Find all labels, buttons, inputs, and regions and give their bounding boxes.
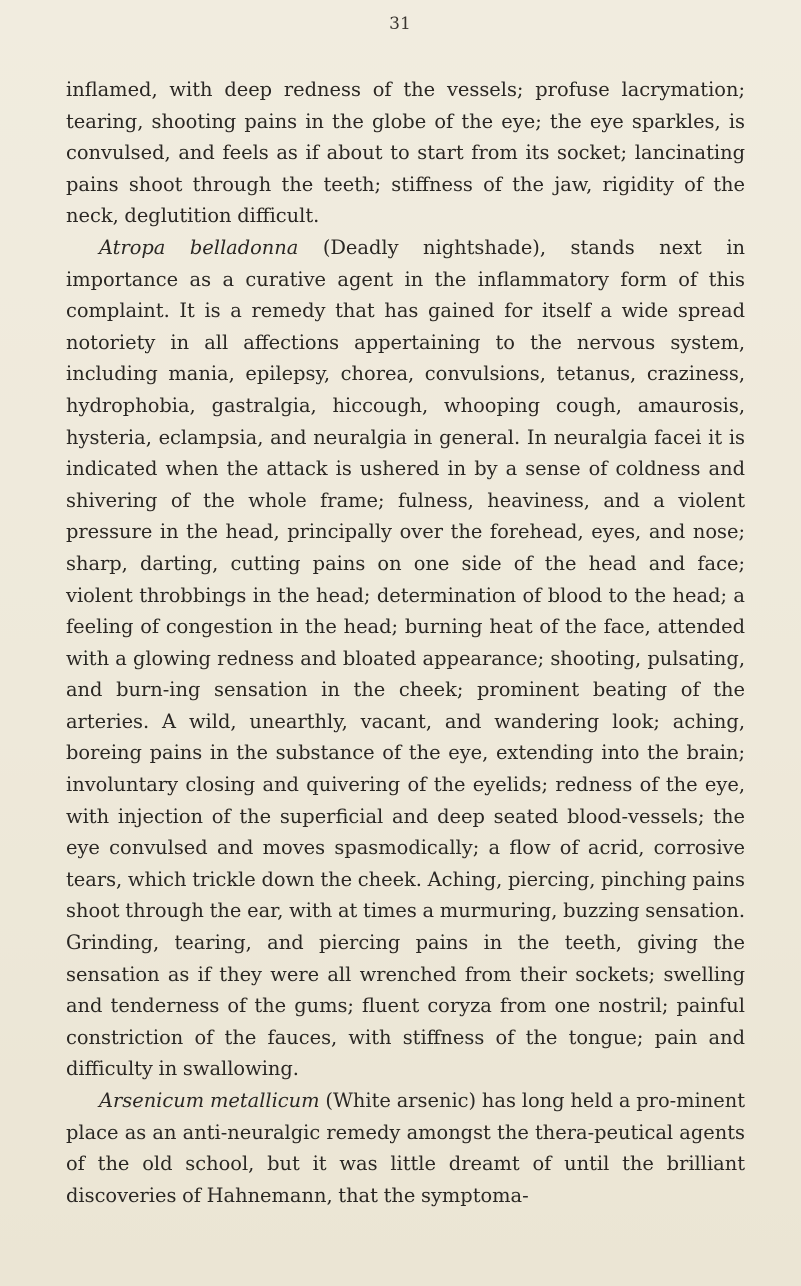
paragraph-atropa-belladonna [66,232,745,1085]
page-number: 31 [389,14,411,34]
body-text [66,74,745,1211]
remedy-name-atropa: Atropa belladonna [99,235,299,259]
paragraph-text: (Deadly nightshade), stands next in importance as a curative agent in the inflammatory form of this complaint. It is a remedy that has gained for itself a wide spread notoriety in all affections appertaining to the nervous system, including mania, epilepsy, chorea, convulsions, tetanus, craziness, hydrophobia, gastralgia, hiccough, whooping cough, amaurosis, hysteria, eclampsia, and neuralgia in general. In neuralgia facei it is indicated when the attack is ushered in by a sense of coldness and shivering of the whole frame; fulness, heaviness, and a violent pressure in the head, principally over the forehead, eyes, and nose; sharp, darting, cutting pains on one side of the head and face; violent throbbings in the head; determination of blood to the head; a feeling of congestion in the head; burning heat of the face, attended with a glowing redness and bloated appearance; shooting, pulsating, and burn-ing sensation in the cheek; prominent beating of the arteries. A wild, unearthly, vacant, and wandering look; aching, boreing pains in the substance of the eye, extending into the brain; involuntary closing and quivering of the eyelids; redness of the eye, with injection of the superficial and deep seated blood-vessels; the eye convulsed and moves spasmodically; a flow of acrid, corrosive tears, which trickle down the cheek. Aching, piercing, pinching pains shoot through the ear, with at times a murmuring, buzzing sensation. Grinding, tearing, and piercing pains in the teeth, giving the sensation as if they were all wrenched from their sockets; swelling and tenderness of the gums; fluent coryza from one nostril; painful constriction of the fauces, with stiffness of the tongue; pain and difficulty in swallowing. [66,235,746,1081]
paragraph-text: (White arsenic) has long held a pro-minent place as an anti-neuralgic remedy amongst the thera-peutical agents of the old school, but it was little dreamt of until the brilliant discoveries of Hahnemann, that the symptoma- [66,1089,745,1207]
remedy-name-arsenicum: Arsenicum metallicum [99,1089,320,1112]
paragraph-symptoms: inflamed, with deep redness of the vessels; profuse lacrymation; tearing, shooting pains in the globe of the eye; the eye sparkles, is convulsed, and feels as if about to start from its socket; lancinating pains shoot through the teeth; stiffness of the jaw, rigidity of the neck, deglutition difficult. [66,78,745,228]
paragraph-arsenicum-metallicum [66,1085,745,1211]
